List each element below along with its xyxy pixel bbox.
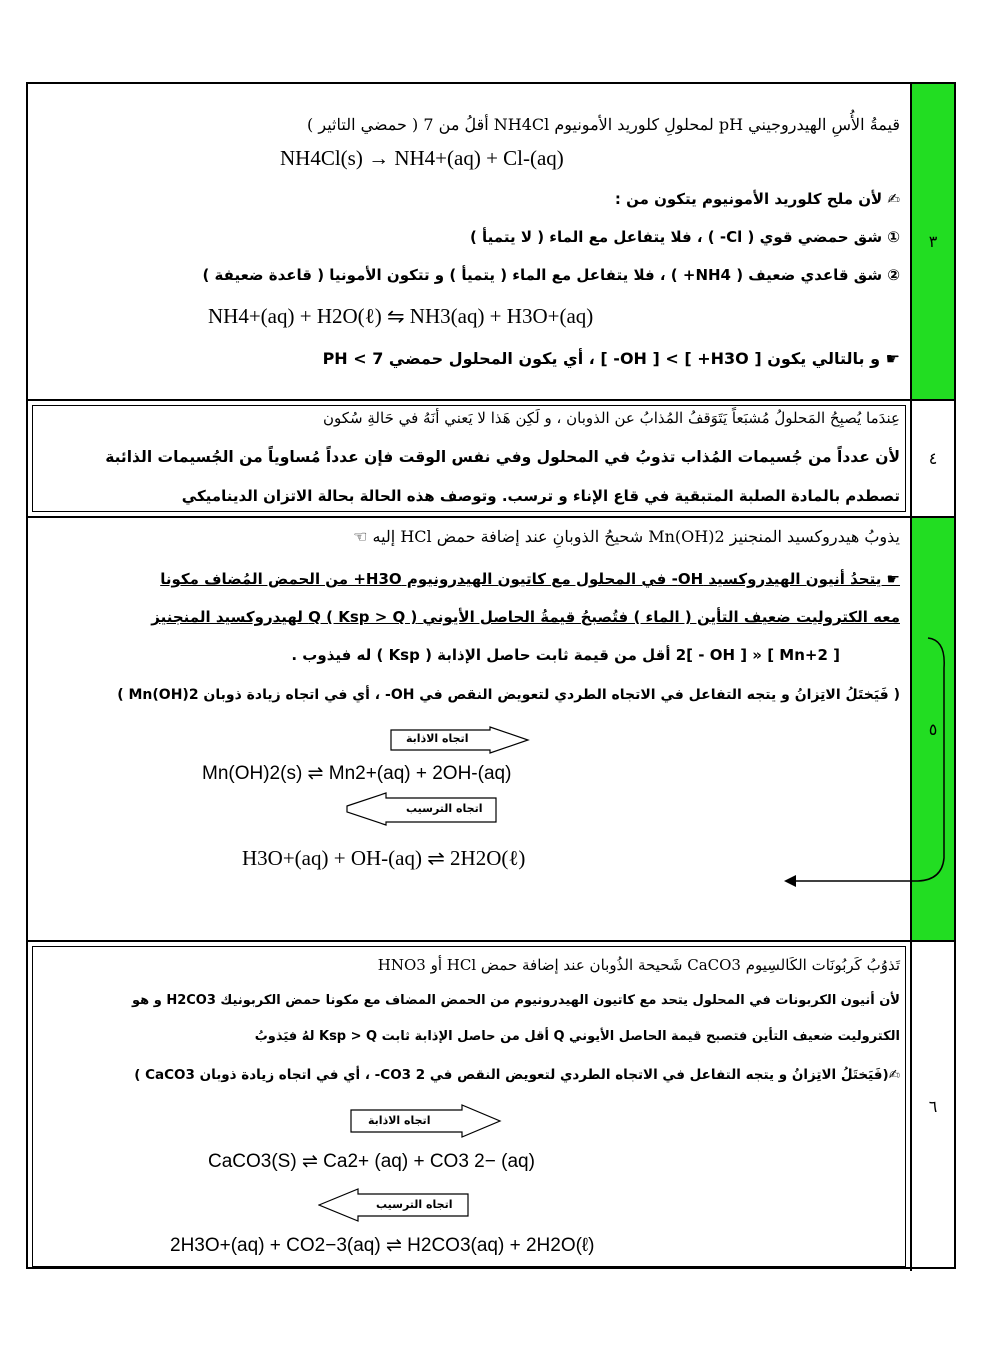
row5-eq1: Mn(OH)2(s) ⇌ Mn2+(aq) + 2OH-(aq): [202, 763, 512, 784]
row3-part2: ② شق قاعدي ضعيف ( NH4+ ) ، فلا يتفاعل مع الماء ( يتميأ ) و تتكون الأمونيا ( قاعدة ضعيفة ): [202, 266, 900, 284]
precipitation-direction-arrow: [318, 1188, 468, 1216]
row3-eq1: NH4Cl(s) → NH4+(aq) + Cl-(aq): [280, 146, 564, 170]
dissolve-label: اتجاه الاذابة: [406, 732, 469, 745]
row-5: [28, 518, 954, 942]
row3-title: قيمةُ الأُسِ الهيدروجيني pH لمحلولِ كلوريد الأمونيوم NH4Cl أقلُ من 7 ( حمضي التاثير ): [307, 115, 900, 134]
row6-eq2: 2H3O+(aq) + CO2−3(aq) ⇌ H2CO3(aq) + 2H2O(ℓ): [170, 1235, 595, 1256]
row6-title: تَذوُبُ كَربُونَات الكَالسِيوم CaCO3 شَحيحة الذُوبان عند إضافة حمض HCl أو HNO3: [377, 956, 900, 974]
row4-line1: عِندَما يُصبِحُ المَحلولُ مُشبَعاً يَتَوَقفُ المُذابُ عن الذوبان ، و لَكِن هَذا لا يَعني أنَهُ في حَالةِ سُكون: [323, 409, 900, 427]
row4-line2: لأن عدداً من جُسيمات المُذاب تذوبُ في المحلول وفي نفس الوقت فإن عدداً مُساوياً من الجُسيمات الذائبة: [105, 448, 900, 466]
row6-line1: لأن أنيون الكربونات في المحلول يتحد مع كاتيون الهيدرونيوم من الحمض المضاف مع مكونا حمض الكربونيك H2CO3 و هو: [132, 993, 900, 1008]
dissolve-direction-arrow: [390, 726, 524, 754]
dissolve-direction-arrow: [350, 1104, 500, 1132]
row6-line3: ✍(فَيَختَلُ الاتِزانُ و يتجه التفاعل في الاتجاه الطردي لتعويض النقص في CO3 2- ، أي في اتجاه زيادة ذوبان CaCO3 ): [134, 1067, 900, 1083]
row6-line2: الكتروليت ضعيف التأين فتصبح قيمة الحاصل الأيوني Q أقل من حاصل الإذابة ثابت Ksp > Q لهُ فيَذوبُ: [254, 1029, 900, 1044]
row3-conclusion: ☛ و بالتالي يكون [ H3O+ ] > [ OH- ] ، أي يكون المحلول حمضي PH < 7: [322, 349, 900, 368]
row-4: [28, 401, 954, 518]
precipitation-direction-arrow: [346, 792, 496, 820]
row5-line3: [ Mn+2 ] « [ OH - ]2 أقل من قيمة ثابت حاصل الإذابة ( Ksp ) له فيذوب .: [291, 646, 840, 664]
dissolve-label: اتجاه الاذابة: [368, 1114, 431, 1127]
precipitation-label: اتجاه الترسيب: [376, 1198, 453, 1211]
row3-reason: ✍ لأن ملح كلوريد الأمونيوم يتكون من :: [614, 190, 900, 208]
row-3: [28, 84, 954, 401]
row6-eq1: CaCO3(S) ⇌ Ca2+ (aq) + CO3 2− (aq): [208, 1151, 535, 1172]
row5-line2: معه الكتروليت ضعيف التأين ( الماء ) فتُصبحُ قيمةُ الحاصل الأيوني Q ( Ksp > Q ) لهيدروكسيد المنجنيز: [151, 608, 900, 626]
curved-arrow-icon: [778, 628, 948, 898]
row-number: ٣: [910, 84, 954, 399]
precipitation-label: اتجاه الترسيب: [406, 802, 483, 815]
row5-eq2: H3O+(aq) + OH-(aq) ⇌ 2H2O(ℓ): [242, 846, 526, 870]
row-number: ٦: [910, 942, 954, 1271]
row3-eq2: NH4+(aq) + H2O(ℓ) ⇋ NH3(aq) + H3O+(aq): [208, 304, 594, 328]
row3-part1: ① شق حمضي قوي ( Cl- ) ، فلا يتفاعل مع الماء ( لا يتميأ ): [469, 228, 900, 246]
row-6: [28, 942, 954, 1271]
row4-line3: تصطدم بالمادة الصلبة المتبقية في قاع الإناء و ترسب. وتوصف هذه الحالة بحالة الاتزان الديناميكي: [181, 487, 900, 505]
row-number: ٥: [910, 518, 954, 940]
row5-title: يذوبُ هيدروكسيد المنجنيز Mn(OH)2 شحيحُ الذوبانِ عند إضافة حمض HCl إليه ☜: [353, 527, 900, 546]
row5-line4: ( فَيَختَلُ الاتِزانُ و يتجه التفاعل في الاتجاه الطردي لتعويض النقص في OH- ، أي في اتجاه زيادة ذوبان Mn(OH)2 ): [117, 687, 900, 703]
question-table: [26, 82, 956, 1269]
row5-line1: ☛ يتحدُ أنيون الهيدروكسيد OH- في المحلول مع كاتيون الهيدرونيوم H3O+ من الحمض المُضاف مكونا: [160, 570, 900, 588]
row-number: ٤: [910, 401, 954, 516]
